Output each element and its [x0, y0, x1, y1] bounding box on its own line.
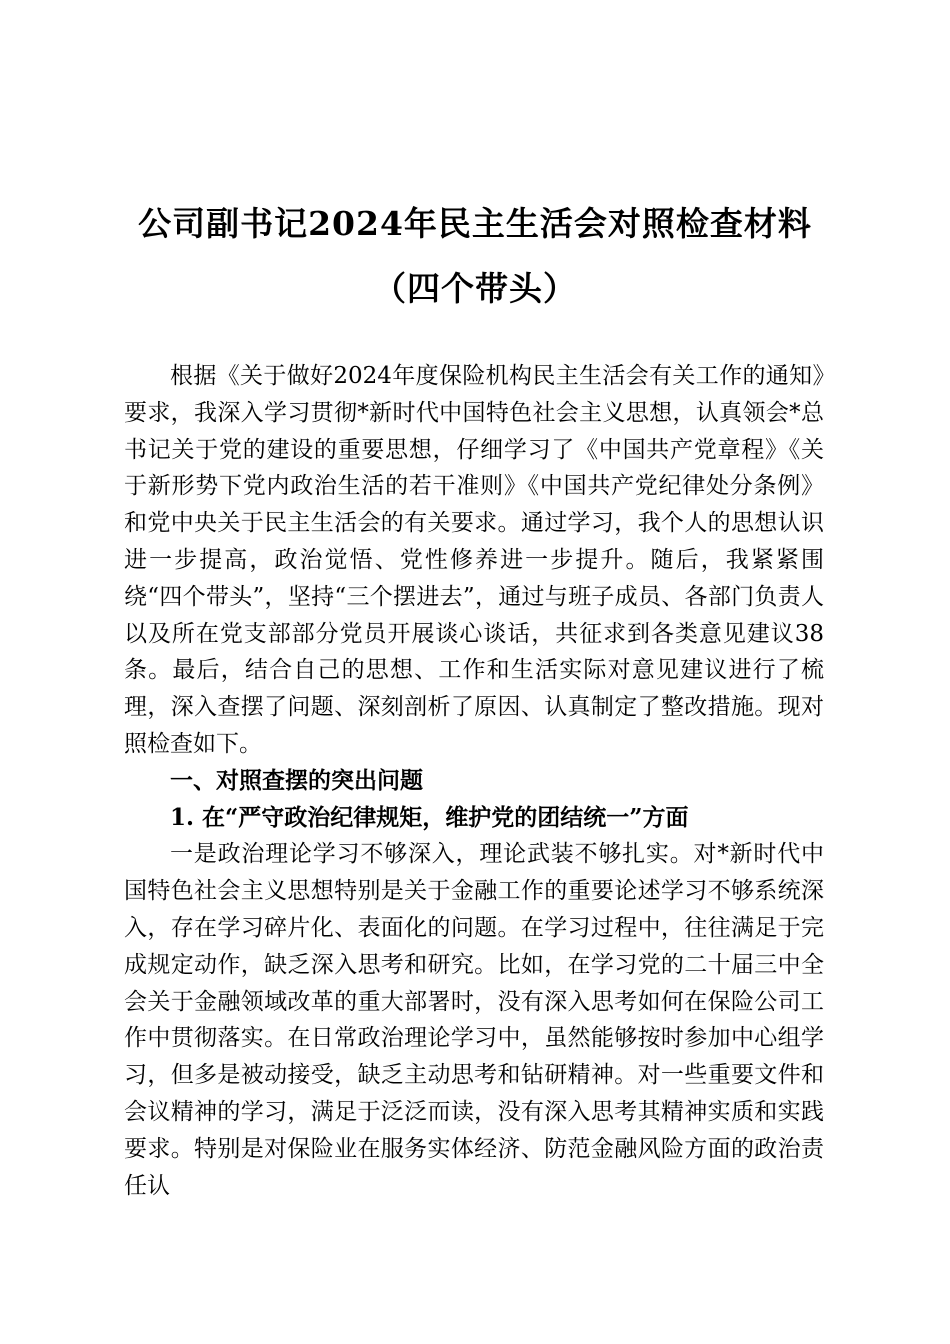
intro-paragraph: 根据《关于做好2024年度保险机构民主生活会有关工作的通知》要求，我深入学习贯彻*新时代中国特色社会主义思想，认真领会*总书记关于党的建设的重要思想，仔细学习了《中国共产党章程》《关于新形势下党内政治生活的若干准则》《中国共产党纪律处分条例》和党中央关于民主生活会的有关要求。通过学习，我个人的思想认识进一步提高，政治觉悟、党性修养进一步提升。随后，我紧紧围绕“四个带头”，坚持“三个摆进去”，通过与班子成员、各部门负责人以及所在党支部部分党员开展谈心谈话，共征求到各类意见建议38条。最后，结合自己的思想、工作和生活实际对意见建议进行了梳理，深入查摆了问题、深刻剖析了原因、认真制定了整改措施。现对照检查如下。 — [124, 363, 824, 757]
document-subtitle: （四个带头） — [373, 269, 577, 308]
document-title: 公司副书记2024年民主生活会对照检查材料 — [138, 204, 812, 243]
body-paragraph: 一是政治理论学习不够深入，理论武装不够扎实。对*新时代中国特色社会主义思想特别是关于金融工作的重要论述学习不够系统深入，存在学习碎片化、表面化的问题。在学习过程中，往往满足于完成规定动作，缺乏深入思考和研究。比如，在学习党的二十届三中全会关于金融领域改革的重大部署时，没有深入思考如何在保险公司工作中贯彻落实。在日常政治理论学习中，虽然能够按时参加中心组学习，但多是被动接受，缺乏主动思考和钻研精神。对一些重要文件和会议精神的学习，满足于泛泛而读，没有深入思考其精神实质和实践要求。特别是对保险业在服务实体经济、防范金融风险方面的政治责任认 — [124, 841, 824, 1199]
section-heading: 一、对照查摆的突出问题 — [170, 766, 423, 794]
document-body — [124, 358, 824, 1204]
subsection-heading: 1. 在“严守政治纪律规矩，维护党的团结统一”方面 — [170, 803, 689, 831]
